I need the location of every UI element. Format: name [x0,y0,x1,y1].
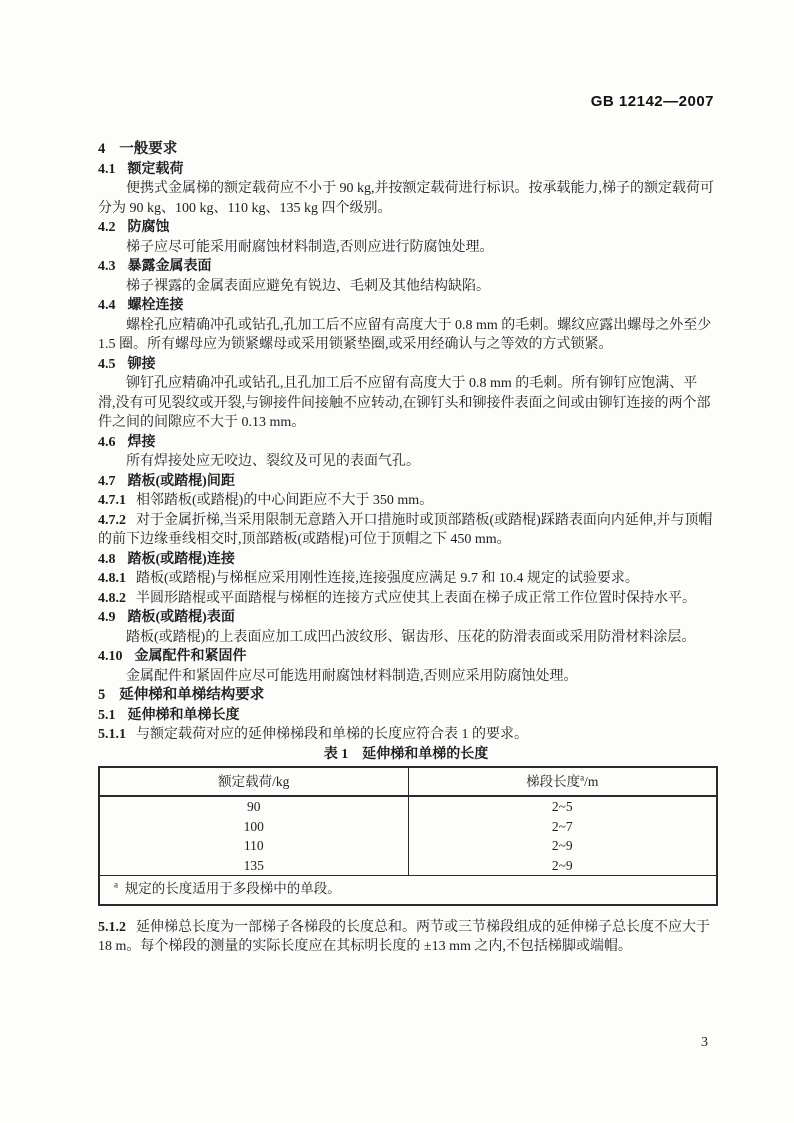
paragraph: 所有焊接处应无咬边、裂纹及可见的表面气孔。 [126,454,420,469]
table-row [99,817,717,837]
table-header-row [99,767,717,796]
clause-number: 4.1 [98,161,116,177]
page-number: 3 [701,1035,708,1050]
paragraph: 铆钉孔应精确冲孔或钻孔,且孔加工后不应留有高度大于 0.8 mm 的毛刺。所有铆钉应饱满、平滑,没有可见裂纹或开裂,与铆接件间接触不应转动,在铆钉头和铆接件表面之间或由铆钉连接的两个部件之间的间隙应不大于 0.13 mm。 [98,376,711,430]
subsection-heading [98,706,714,726]
paragraph: 梯子应尽可能采用耐腐蚀材料制造,否则应进行防腐蚀处理。 [126,239,494,255]
clause-number: 4.5 [98,356,116,372]
clause-text: 与额定载荷对应的延伸梯梯段和单梯的长度应符合表 1 的要求。 [136,727,528,742]
table-footnote-row [99,876,717,905]
clause [98,569,714,589]
subsection-heading [98,257,714,277]
clause-title: 金属配件和紧固件 [134,649,247,664]
clause-number: 4.6 [98,434,116,450]
table-cell-load: 100 [99,817,408,837]
footnote-marker: a [580,772,585,783]
clause [98,491,714,511]
section-heading [98,140,714,160]
table-1 [98,766,714,906]
clause-number: 5.1.1 [98,727,126,742]
clause-text: 对于金属折梯,当采用限制无意踏入开口措施时或顶部踏板(或踏棍)踩踏表面向内延伸,并与顶帽的前下边缘垂线相交时,顶部踏板(或踏棍)可位于顶帽之下 450 mm。 [98,512,713,547]
clause-title: 额定载荷 [127,161,184,177]
ladder-length-table [98,766,718,906]
document-content [98,140,714,957]
table-header-row [99,767,717,796]
table-cell-load: 110 [99,836,408,856]
header-unit: /m [584,773,599,789]
table-title-text: 延伸梯和单梯的长度 [362,746,489,762]
subsection-heading [98,433,714,453]
paragraph: 梯子裸露的金属表面应避免有锐边、毛刺及其他结构缺陷。 [126,278,490,294]
clause-number: 5.1.2 [98,919,126,935]
clause-number: 4.8 [98,551,116,567]
subsection-heading [98,472,714,492]
table-header-cell-load: 额定载荷/kg [99,767,408,796]
clause-title: 踏板(或踏棍)连接 [127,551,235,567]
clause-title: 踏板(或踏棍)间距 [127,473,235,489]
clause-number: 4.3 [98,259,116,274]
table-cell-load: 135 [99,856,408,876]
table-footnote [99,876,717,905]
clause-title: 暴露金属表面 [127,259,212,274]
paragraph: 螺栓孔应精确冲孔或钻孔,孔加工后不应留有高度大于 0.8 mm 的毛刺。螺纹应露出螺母之外至少 1.5 圈。所有螺母应为锁紧螺母或采用锁紧垫圈,或采用经确认与之等效的方式锁紧。 [98,317,712,352]
clause-number: 4.7.1 [98,493,126,508]
subsection-heading [98,608,714,628]
clause-number: 4.10 [98,649,123,664]
clause-title: 延伸梯和单梯结构要求 [119,687,265,703]
paragraph: 踏板(或踏棍)的上表面应加工成凹凸波纹形、锯齿形、压花的防滑表面或采用防滑材料涂层。 [126,629,696,645]
clause-number: 4.9 [98,610,116,625]
subsection-heading [98,160,714,180]
clause [98,511,714,550]
clause-text: 半圆形踏棍或平面踏棍与梯框的连接方式应使其上表面在梯子成正常工作位置时保持水平。 [136,590,696,606]
clause-number: 5.1 [98,707,116,723]
section-heading [98,686,714,706]
table-cell-length: 2~9 [551,857,573,873]
footnote-text: 规定的长度适用于多段梯中的单段。 [118,881,341,896]
header-text: 梯段长度 [526,773,581,789]
clause-number: 4.2 [98,220,116,235]
table-cell-length: 2~5 [551,799,573,814]
clause-number: 5 [98,687,106,703]
standard-code: GB 12142—2007 [590,93,714,110]
table-title [98,745,714,765]
paragraph: 金属配件和紧固件应尽可能选用耐腐蚀材料制造,否则应采用防腐蚀处理。 [126,668,578,684]
clause-title: 铆接 [127,356,156,372]
clause-number: 4.4 [98,298,116,313]
subsection-heading [98,218,714,238]
table-row [99,856,717,876]
clause-text: 相邻踏板(或踏棍)的中心间距应不大于 350 mm。 [136,493,434,508]
clause [98,918,714,957]
paragraph: 便携式金属梯的额定载荷应不小于 90 kg,并按额定载荷进行标识。按承载能力,梯子的额定载荷可分为 90 kg、100 kg、110 kg、135 kg 四个级别。 [98,181,714,216]
subsection-heading [98,550,714,570]
table-cell-length: 2~7 [551,818,573,834]
table-row [99,796,717,817]
clause-number: 4.7.2 [98,512,126,528]
footnote-marker: a [114,879,118,890]
subsection-heading [98,296,714,316]
table-cell-load: 90 [99,796,408,817]
clause-title: 防腐蚀 [127,220,170,235]
clause-title: 延伸梯和单梯长度 [127,707,240,723]
clause-title: 焊接 [127,434,156,450]
clause-text: 踏板(或踏棍)与梯框应采用刚性连接,连接强度应满足 9.7 和 10.4 规定的试验要求。 [136,571,639,586]
clause [98,725,714,745]
clause-number: 4 [98,141,106,157]
clause-text: 延伸梯总长度为一部梯子各梯段的长度总和。两节或三节梯段组成的延伸梯子总长度不应大于 18 m。每个梯段的测量的实际长度应在其标明长度的 ±13 mm 之内,不包括梯脚或端帽。 [98,919,710,954]
table-cell-length: 2~9 [551,838,573,853]
clause-number: 4.8.2 [98,590,126,606]
clause-title: 踏板(或踏棍)表面 [127,610,235,625]
table-header-cell-length [408,767,717,796]
page-header [98,94,714,110]
clause-number: 4.7 [98,473,116,489]
subsection-heading [98,647,714,667]
table-title-label: 表 1 [323,746,349,762]
table-row [99,836,717,856]
clause-number: 4.8.1 [98,571,126,586]
subsection-heading [98,355,714,375]
table-body [99,796,717,905]
clause [98,589,714,609]
clause-title: 螺栓连接 [127,298,184,313]
clause-title: 一般要求 [119,141,178,157]
